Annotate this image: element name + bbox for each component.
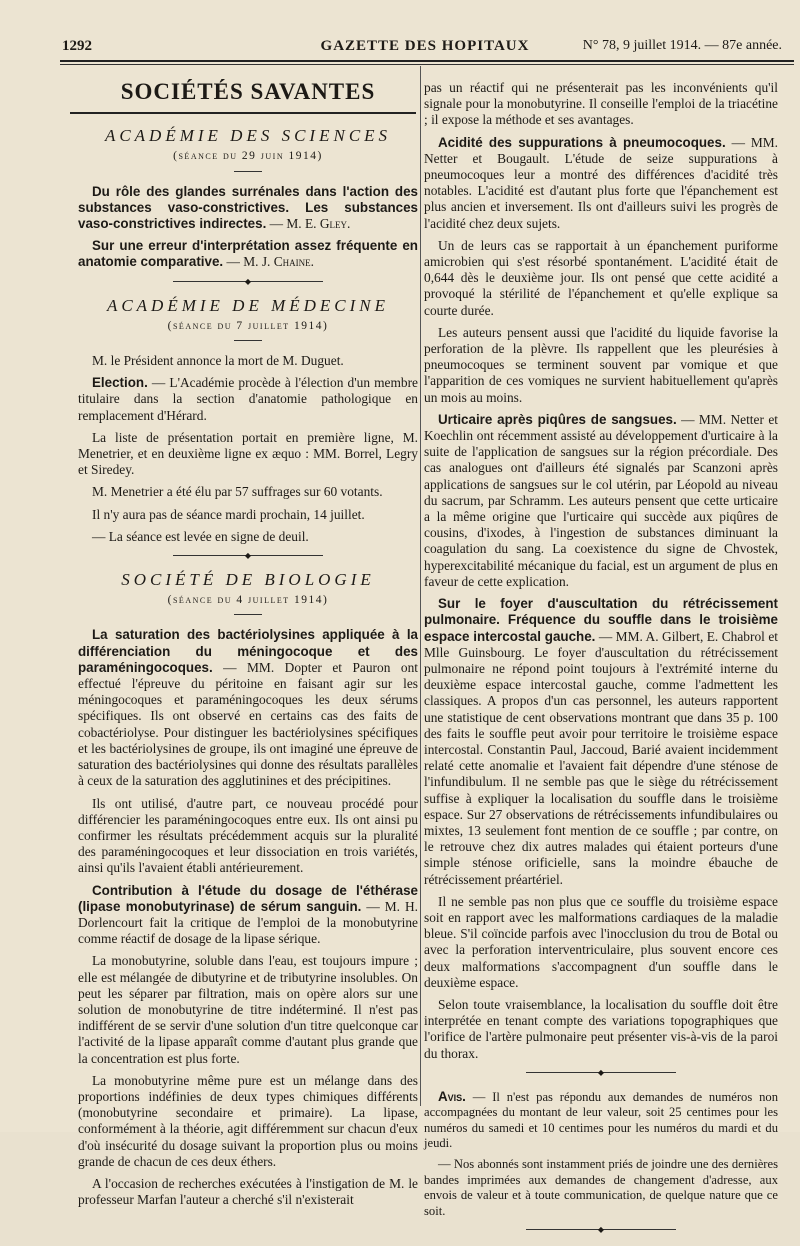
- article-author: — M. E. Gley.: [266, 216, 351, 232]
- article-text: — MM. A. Gilbert, E. Chabrol et Mlle Guinsbourg. Le foyer d'auscultation du rétrécissement pulmonaire ne répond point toujours à l'extrémité interne du deuxième espace intercostal gauche, comme l'admettent les classiques. A propos d'un cas personnel, les auteurs rapportent une statistique de cent observations montrant que dans 35 p. 100 des faits le souffle peut avoir pour territoire le troisième espace intercostal. Constantin Paul, Jaccoud, Barié avaient incidemment relaté cette anomalie et l'avaient fait dépendre d'une sténose de l'infundibulum. Il ne semble pas que le siège du rétrécissement suffise à expliquer la localisation du souffle dans le troisième espace. Sur 27 observations de rétrécissements infundibulaires ou mixtes, 13 seulement font mention de ce souffle ; par contre, on le retrouve chez dix autres malades qui étaient porteurs d'une simple sténose orificielle, sans la moindre ébauche de rétrécissement préartériel.: [424, 628, 778, 887]
- societe-biologie-date: (séance du 4 juillet 1914): [167, 594, 329, 607]
- ornament-divider: [173, 555, 323, 558]
- article-title: Contribution à l'étude du dosage de l'éthérase (lipase monobutyrinase) de sérum sanguin.: [78, 882, 418, 914]
- divider: [234, 171, 262, 172]
- article-text: — MM. Dopter et Pauron ont effectué l'épreuve du péritoine en faisant agir sur les méningocoques et paraméningocoques les deux sérums spécifiques. Ils ont observé en certains cas des faits de cobactériolyse. Pour distinguer les bactériolysines spécifiques et les bactériolysines de groupe, ils ont imaginé une épreuve de saturation des bactériolysines qui donne des résultats parallèles à ceux de la saturation des agglutinines et des précipitines.: [78, 659, 418, 789]
- paragraph: Il n'y aura pas de séance mardi prochain, 14 juillet.: [92, 506, 365, 522]
- page-number: 1292: [62, 38, 92, 54]
- paragraph: Selon toute vraisemblance, la localisation du souffle doit être interprétée en tenant compte des variations topographiques que l'orifice de l'artère pulmonaire peut présenter vis-à-vis de la paroi du thorax.: [424, 996, 778, 1061]
- journal-title: GAZETTE DES HOPITAUX: [320, 38, 530, 54]
- header-rule: [60, 60, 794, 62]
- academy-medecine-title: ACADÉMIE DE MÉDECINE: [106, 295, 390, 315]
- societe-biologie-title: SOCIÉTÉ DE BIOLOGIE: [121, 570, 375, 590]
- paragraph: La liste de présentation portait en première ligne, M. Menetrier, et en deuxième ligne ex æquo : MM. Borrel, Legry et Siredey.: [78, 429, 418, 478]
- article-title: Sur le foyer d'auscultation du rétrécissement pulmonaire. Fréquence du souffle dans le troisième espace intercostal gauche.: [424, 596, 778, 644]
- paragraph: A l'occasion de recherches exécutées à l'instigation de M. le professeur Marfan l'auteur a cherché s'il n'existerait: [78, 1175, 418, 1208]
- article: [424, 412, 778, 590]
- article-title: Election.: [92, 375, 148, 391]
- paragraph: La monobutyrine même pure est un mélange dans des proportions indéfinies de deux types chimiques différents (monobutyrine secondaire et primaire). La lipase, conformément à la théorie, agit différemment sur chacun d'eux d'où insécurité du dosage suivant la proportion plus ou moins grande de chacun de ces deux éthers.: [78, 1072, 418, 1169]
- academy-sciences-date: (séance du 29 juin 1914): [173, 150, 323, 163]
- paragraph: pas un réactif qui ne présenterait pas les inconvénients qu'il signale pour la monobutyrine. Il conseille l'emploi de la triacétine ; il expose la méthode et ses avantages.: [424, 80, 778, 128]
- paragraph: M. le Président annonce la mort de M. Duguet.: [92, 353, 344, 369]
- article: [424, 596, 778, 888]
- ornament-divider: [526, 1229, 676, 1232]
- article-title: La saturation des bactériolysines appliquée à la différenciation du méningocoque et des paraméningocoques.: [78, 627, 418, 675]
- article-text: — MM. Netter et Koechlin ont récemment assisté au développement d'urticaire à la suite de l'application de sangsues sur la région précordiale. Des cas analogues ont d'ailleurs été signalés par Scanzoni après applications de sangsues sur le col utérin, par Léopold au niveau du sacrum, par Schramm. Les auteurs pensent que cette urticaire a la même origine que l'urticaire qui succède aux piqûres de cousins, d'ixodes, à l'ingestion de substances diminuant la coagulation du sang. La coexistence du signe de Chvostek, hyperexcitabilité mécanique du facial, est un argument de plus en faveur de cette explication.: [424, 411, 778, 589]
- article-author: — M. J. Chaine.: [223, 254, 314, 270]
- article: [78, 627, 418, 789]
- page-header: [60, 38, 790, 60]
- paragraph: La monobutyrine, soluble dans l'eau, est toujours impure ; elle est mélangée de dibutyrine et de tributyrine insolubles. On peut les séparer par filtration, mais on opère alors sur une solution de monobutyrine de titre indéterminé. Il n'est pas indifférent de se servir d'une solution d'un titre quelconque car l'activité de la lipase apparaît comme d'autant plus grande que la concentration est plus forte.: [78, 953, 418, 1066]
- ornament-divider: [173, 281, 323, 284]
- article: [424, 135, 778, 232]
- right-column: [424, 80, 778, 1246]
- article-title: Sur une erreur d'interprétation assez fréquente en anatomie comparative.: [78, 238, 418, 270]
- notice: — Nos abonnés sont instamment priés de joindre une des dernières bandes imprimées aux demandes de changement d'adresse, aux envois de valeur et à toute communication, de quelque nature que ce soit.: [424, 1157, 778, 1218]
- academy-sciences-title: ACADÉMIE DES SCIENCES: [104, 126, 392, 146]
- column-divider: [420, 66, 421, 1106]
- academy-medecine-date: (séance du 7 juillet 1914): [167, 319, 329, 332]
- article-text: — M. H. Dorlencourt fait la critique de l'emploi de la monobutyrine comme réactif de dosage de la lipase sérique.: [78, 898, 418, 947]
- ornament-divider: [526, 1072, 676, 1075]
- divider: [234, 614, 262, 615]
- notice-title: Avis.: [438, 1088, 466, 1104]
- divider: [234, 340, 262, 341]
- article-title: Acidité des suppurations à pneumocoques.: [438, 134, 726, 150]
- paragraph: Les auteurs pensent aussi que l'acidité du liquide favorise la perforation de la plèvre. Ils rappellent que les pleurésies à pneumocoques se terminent souvent par vomique et que l'apparition de ces vomiques ne survient habituellement qu'après un mois au moins.: [424, 324, 778, 405]
- article-text: — MM. Netter et Bougault. L'étude de seize suppurations à pneumocoques leur a montré des différences d'acidité très notables. L'acidité est d'autant plus forte que l'épanchement est plus ancien et inversement. Ils ont d'ailleurs suivi les progrès de l'acidité chez deux sujets.: [424, 134, 779, 231]
- article-title: Urticaire après piqûres de sangsues.: [438, 411, 677, 427]
- issue-info: N° 78, 9 juillet 1914. — 87e année.: [582, 38, 782, 53]
- article: [78, 238, 418, 270]
- article: [78, 184, 418, 233]
- article-text: — L'Académie procède à l'élection d'un membre titulaire dans la section d'anatomie pathologique en remplacement d'Hérard.: [78, 375, 418, 423]
- paragraph: Un de leurs cas se rapportait à un épanchement puriforme amicrobien qui s'est résorbé spontanément. L'acidité était de 0,644 dès le deuxième jour. Ils ont pensé que cette acidité a provoqué la stérilité de l'épanchement et qu'elle explique sa courte durée.: [424, 237, 778, 318]
- article-title: Du rôle des glandes surrénales dans l'action des substances vaso-constrictives. Les substances vaso-constrictives indirectes.: [78, 183, 418, 232]
- notice: [424, 1089, 778, 1152]
- section-title: SOCIÉTÉS SAVANTES: [120, 79, 376, 104]
- paragraph: — La séance est levée en signe de deuil.: [92, 528, 309, 544]
- paragraph: Il ne semble pas non plus que ce souffle du troisième espace soit en rapport avec les malformations cardiaques de la maladie bleue. S'il coïncide parfois avec l'inocclusion du trou de Botal ou avec la perforation interventriculaire, plus souvent encore ces deux malformations s'accompagnent d'un souffle dans le deuxième espace.: [424, 893, 778, 990]
- paragraph: M. Menetrier a été élu par 57 suffrages sur 60 votants.: [92, 484, 383, 500]
- header-rule-thin: [60, 64, 794, 65]
- article: [78, 375, 418, 424]
- article: [78, 883, 418, 948]
- notice-text: — Il n'est pas répondu aux demandes de numéros non accompagnées du montant de leur valeur, soit 25 centimes pour les numéros du samedi et 10 centimes pour les numéros du mardi et du jeudi.: [424, 1089, 778, 1150]
- paragraph: Ils ont utilisé, d'autre part, ce nouveau procédé pour différencier les paraméningocoques entre eux. Ils ont ainsi pu confirmer les résultats précédemment acquis sur la pluralité des paraméningocoques et leur dissociation en trois variétés, ainsi qu'ils l'avaient établi antérieurement.: [78, 795, 418, 876]
- section-rule: [70, 112, 416, 114]
- left-column: [78, 80, 418, 1214]
